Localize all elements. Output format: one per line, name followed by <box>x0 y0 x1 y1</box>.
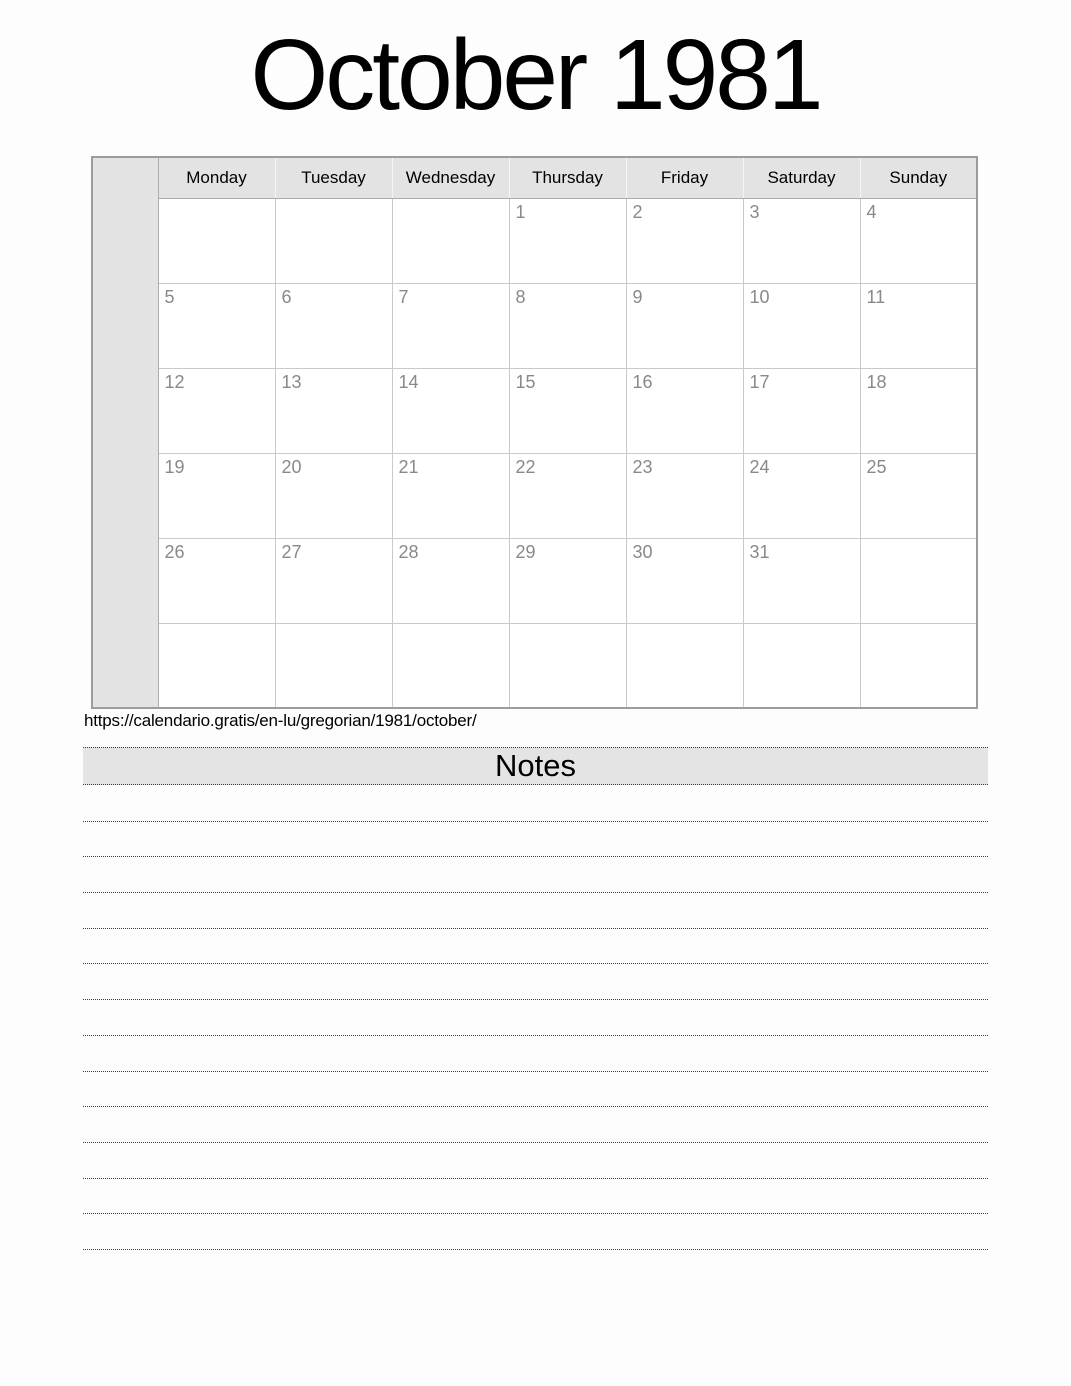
day-cell: 26 <box>158 538 275 623</box>
day-cell: 21 <box>392 453 509 538</box>
notes-line <box>83 1143 988 1179</box>
notes-line <box>83 1214 988 1250</box>
day-cell: 8 <box>509 283 626 368</box>
day-cell <box>860 538 977 623</box>
notes-line <box>83 893 988 929</box>
day-cell <box>158 623 275 708</box>
notes-line <box>83 1000 988 1036</box>
day-cell: 9 <box>626 283 743 368</box>
notes-line <box>83 857 988 893</box>
calendar-week-row <box>92 283 977 368</box>
notes-line <box>83 964 988 1000</box>
notes-line <box>83 822 988 858</box>
weekday-header-wednesday: Wednesday <box>392 157 509 198</box>
day-cell: 17 <box>743 368 860 453</box>
day-cell <box>392 198 509 283</box>
calendar-week-row <box>92 198 977 283</box>
day-cell <box>509 623 626 708</box>
source-url-text: https://calendario.gratis/en-lu/gregorian/1981/october/ <box>84 711 477 730</box>
day-cell: 25 <box>860 453 977 538</box>
notes-header-bar <box>83 747 988 785</box>
day-cell: 20 <box>275 453 392 538</box>
day-cell <box>860 623 977 708</box>
day-cell: 4 <box>860 198 977 283</box>
calendar-table <box>91 156 978 709</box>
day-cell: 27 <box>275 538 392 623</box>
weekday-header-monday: Monday <box>158 157 275 198</box>
weekday-header-saturday: Saturday <box>743 157 860 198</box>
notes-title: Notes <box>495 748 576 783</box>
calendar-week-row <box>92 368 977 453</box>
calendar-week-row <box>92 623 977 708</box>
day-cell: 16 <box>626 368 743 453</box>
calendar-week-row <box>92 453 977 538</box>
day-cell: 5 <box>158 283 275 368</box>
day-cell: 2 <box>626 198 743 283</box>
notes-line <box>83 786 988 822</box>
page-title: October 1981 <box>250 19 821 131</box>
notes-line <box>83 1072 988 1108</box>
day-cell: 19 <box>158 453 275 538</box>
day-cell: 3 <box>743 198 860 283</box>
notes-line <box>83 1107 988 1143</box>
day-cell: 11 <box>860 283 977 368</box>
notes-line <box>83 929 988 965</box>
notes-line <box>83 1179 988 1215</box>
day-cell: 14 <box>392 368 509 453</box>
day-cell: 24 <box>743 453 860 538</box>
left-spacer-column <box>92 157 158 708</box>
weekday-header-tuesday: Tuesday <box>275 157 392 198</box>
notes-lines-area <box>83 786 988 1250</box>
day-cell: 22 <box>509 453 626 538</box>
day-cell: 30 <box>626 538 743 623</box>
weekday-header-row <box>92 157 977 198</box>
day-cell: 10 <box>743 283 860 368</box>
day-cell: 18 <box>860 368 977 453</box>
day-cell <box>158 198 275 283</box>
day-cell <box>275 198 392 283</box>
weekday-header-friday: Friday <box>626 157 743 198</box>
day-cell: 12 <box>158 368 275 453</box>
day-cell: 7 <box>392 283 509 368</box>
day-cell <box>275 623 392 708</box>
day-cell: 13 <box>275 368 392 453</box>
day-cell: 23 <box>626 453 743 538</box>
day-cell: 6 <box>275 283 392 368</box>
day-cell <box>392 623 509 708</box>
day-cell: 29 <box>509 538 626 623</box>
day-cell: 15 <box>509 368 626 453</box>
day-cell <box>743 623 860 708</box>
weekday-header-sunday: Sunday <box>860 157 977 198</box>
calendar-week-row <box>92 538 977 623</box>
day-cell <box>626 623 743 708</box>
weekday-header-thursday: Thursday <box>509 157 626 198</box>
day-cell: 28 <box>392 538 509 623</box>
notes-line <box>83 1036 988 1072</box>
day-cell: 1 <box>509 198 626 283</box>
day-cell: 31 <box>743 538 860 623</box>
